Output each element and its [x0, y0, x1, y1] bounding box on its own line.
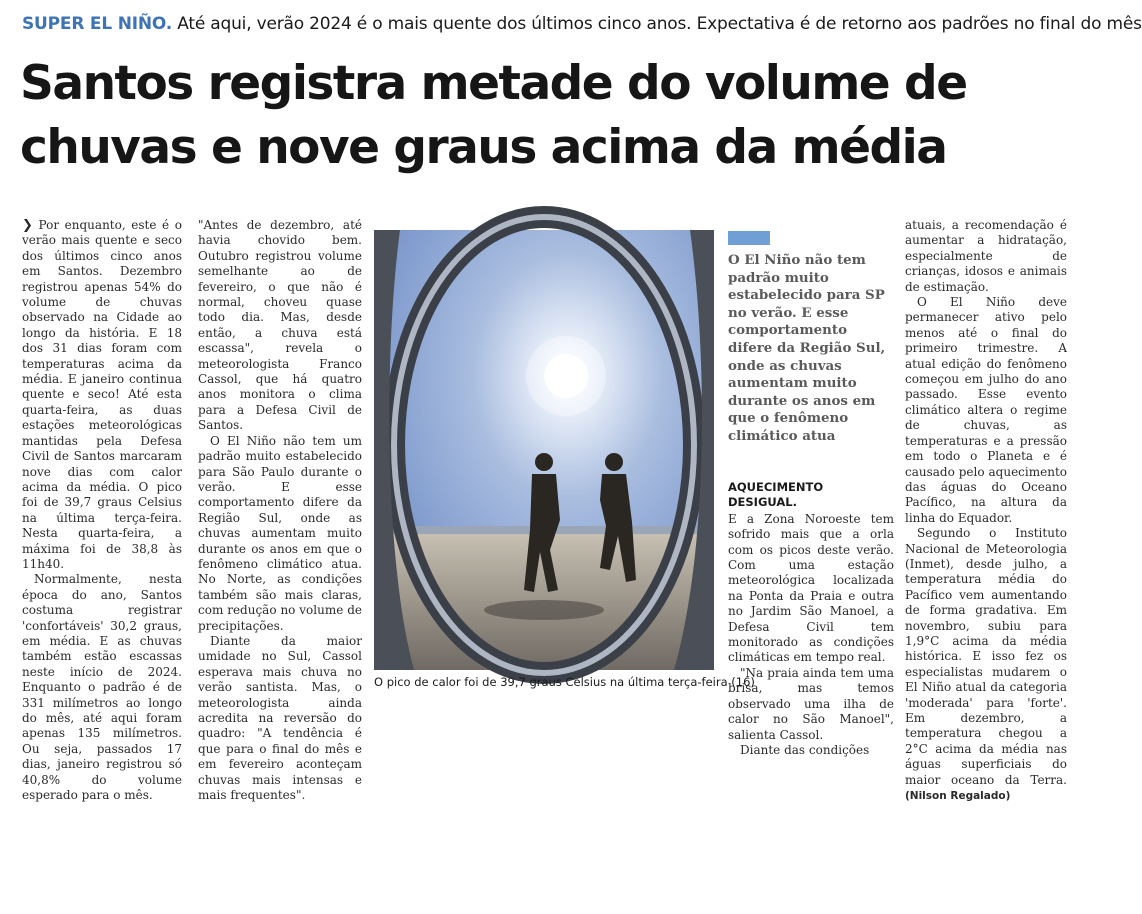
column1-paragraph-2: Normalmente, nesta época do ano, Santos costuma registrar 'confortáveis' 30,2 graus, em média. E as chuvas também estão escassas neste início de 2024. Enquanto o padrão é de 331 milímetros ao longo do mês, até aqui foram apenas 135 milímetros. Ou seja, passados 17 dias, janeiro registrou só 40,8% do volume esperado para o mês.: [22, 572, 182, 803]
subhead-aquecimento: AQUECIMENTO DESIGUAL.: [728, 480, 824, 510]
author-signature: (Nilson Regalado): [905, 790, 1011, 803]
column5-paragraph-1: atuais, a recomendação é aumentar a hidratação, especialmente de crianças, idosos e animais de estimação.: [905, 218, 1067, 294]
article-column-1: [22, 218, 182, 803]
kicker: [22, 14, 1142, 34]
column2-paragraph-3: Diante da maior umidade no Sul, Cassol esperava mais chuva no verão santista. Mas, o meteorologista ainda acredita na reversão do quadro: "A tendência é que para o final do mês e em fevereiro aconteçam chuvas mais intensas e mais frequentes".: [198, 633, 362, 803]
headline-line-1: Santos registra metade do volume de: [20, 56, 967, 111]
photo-illustration: [374, 230, 714, 670]
article-column-4: [728, 480, 894, 758]
column5-paragraph-2: O El Niño deve permanecer ativo pelo menos até o final do primeiro trimestre. A atual edição do fenômeno começou em julho do ano passado. Esse evento climático altera o regime de chuvas, as temperaturas e a pressão em todo o Planeta e é causado pelo aquecimento das águas do Oceano Pacífico, na altura da linha do Equador.: [905, 295, 1067, 525]
column4-paragraph-3: Diante das condições: [740, 742, 870, 757]
headline-line-2: chuvas e nove graus acima da média: [20, 120, 947, 175]
headline: [20, 52, 1070, 180]
column1-p1-text: Por enquanto, este é o verão mais quente e seco dos últimos cinco anos em Santos. Dezembro registrou apenas 54% do volume de chuvas observado na Cidade ao longo da história. E 18 dos 31 dias foram com temperaturas acima da média. E janeiro continua quente e seco! Até esta quarta-feira, as duas estações meteorológicas mantidas pela Defesa Civil de Santos marcaram nove dias com calor acima da média. O pico foi de 39,7 graus Celsius na última terça-feira. Nesta quarta-feira, a máxima foi de 38,8 às 11h40.: [22, 218, 182, 571]
column1-paragraph-1: [22, 218, 182, 572]
kicker-tag: SUPER EL NIÑO.: [22, 14, 173, 34]
pullquote: O El Niño não tem padrão muito estabelecido para SP no verão. E esse comportamento difere da Região Sul, onde as chuvas aumentam muito durante os anos em que o fenômeno climático atua: [728, 252, 886, 444]
column5-paragraph-3: [905, 526, 1067, 804]
column2-paragraph-2: O El Niño não tem um padrão muito estabelecido para São Paulo durante o verão. E esse comportamento difere da Região Sul, onde as chuvas aumentam muito durante os anos em que o fenômeno climático atua. No Norte, as condições também são mais claras, com redução no volume de precipitações.: [198, 433, 362, 633]
column4-paragraph-2: "Na praia ainda tem uma brisa, mas temos observado uma ilha de calor no São Manoel", salienta Cassol.: [728, 665, 894, 742]
article-column-2: [198, 218, 362, 803]
pullquote-accent-bar: [728, 231, 770, 245]
photo-caption: O pico de calor foi de 39,7 graus Celsius na última terça-feira (16): [374, 675, 755, 689]
column4-paragraph-1: E a Zona Noroeste tem sofrido mais que a orla com os picos deste verão. Com uma estação meteorológica localizada na Ponta da Praia e outra no Jardim São Manoel, a Defesa Civil tem monitorado as condições climáticas em tempo real.: [728, 511, 894, 665]
article-column-5: [905, 218, 1067, 804]
photo-credit: NAIR BUENO/DIÁRIO DO LITORAL: [934, 890, 985, 914]
kicker-text: Até aqui, verão 2024 é o mais quente dos últimos cinco anos. Expectativa é de retorno aos padrões no final do mês: [177, 14, 1142, 34]
column5-p3-text: Segundo o Instituto Nacional de Meteorologia (Inmet), desde julho, a temperatura média do Pacífico vem aumentando de forma gradativa. Em novembro, subiu para 1,9°C acima da média histórica. E isso fez os especialistas mudarem o El Niño atual da categoria 'moderada' para 'forte'. Em dezembro, a temperatura chegou a 2°C acima da média nas águas superficiais do maior oceano da Terra.: [905, 526, 1067, 787]
column2-paragraph-1: "Antes de dezembro, até havia chovido bem. Outubro registrou volume semelhante ao de fevereiro, o que não é normal, choveu quase todo dia. Mas, desde então, a chuva está escassa", revela o meteorologista Franco Cassol, que há quatro anos monitora o clima para a Defesa Civil de Santos.: [198, 218, 362, 433]
chevron-right-icon: ❯: [22, 218, 33, 233]
